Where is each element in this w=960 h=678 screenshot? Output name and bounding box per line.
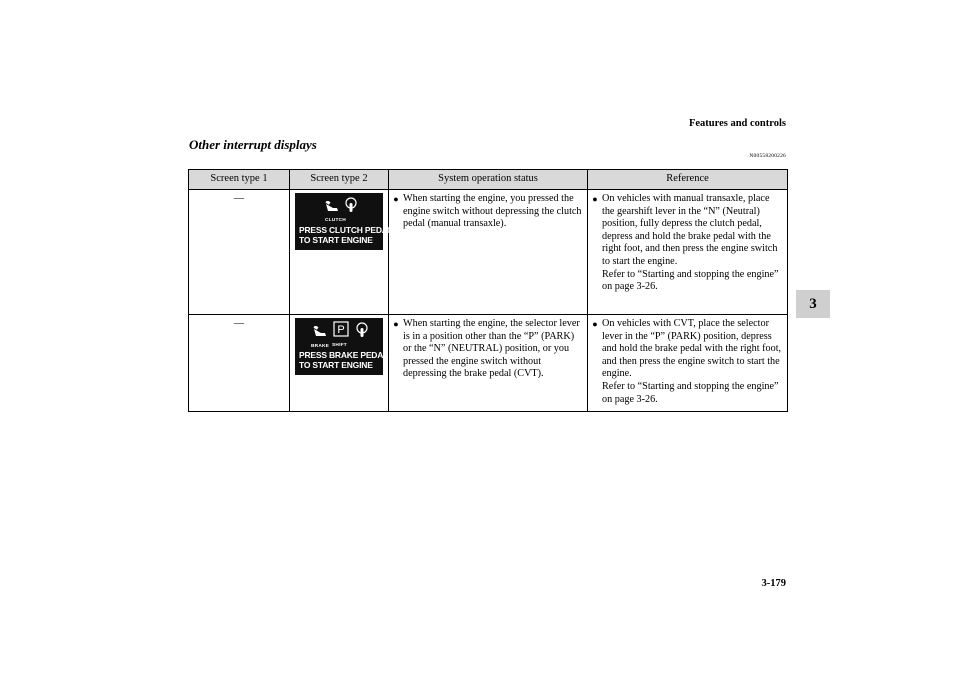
- display-clutch-warning: [295, 193, 393, 250]
- display-message: [299, 351, 388, 370]
- reference-instruction: On vehicles with CVT, place the selector lever in the “P” (PARK) position, depress and hold the brake pedal with the right foot, and then press the engine switch to start the engine.: [602, 318, 782, 380]
- bullet-icon: ●: [592, 194, 598, 204]
- display-line-2: TO START ENGINE: [299, 359, 373, 370]
- header-reference: Reference: [588, 170, 788, 190]
- reference-instruction: On vehicles with manual transaxle, place the gearshift lever in the “N” (Neutral) position, fully depress the clutch pedal, depress and hold the brake pedal with the right foot, and then press the engine switch to start the engine.: [602, 193, 778, 267]
- display-message: [299, 226, 393, 245]
- running-header: Features and controls: [688, 118, 786, 129]
- engine-switch-press-icon: [344, 197, 358, 213]
- reference-cell: [588, 315, 788, 412]
- table-row: [189, 190, 788, 315]
- brake-label: BRAKE: [311, 344, 330, 349]
- screen-type-1-cell: —: [189, 190, 290, 315]
- display-brake-warning: [295, 318, 389, 375]
- section-code: N00558200226: [749, 153, 786, 159]
- shift-label: SHIFT: [332, 343, 347, 348]
- display-line-1: PRESS CLUTCH PEDAL: [299, 225, 393, 235]
- reference-text: [602, 318, 787, 406]
- foot-pedal-icon: [325, 201, 339, 213]
- reference-link: Refer to “Starting and stopping the engine” on page 3-26.: [602, 380, 779, 405]
- interrupt-displays-table: [188, 169, 788, 412]
- bullet-icon: ●: [393, 194, 399, 204]
- reference-link: Refer to “Starting and stopping the engine” on page 3-26.: [602, 268, 779, 293]
- screen-type-2-cell: [290, 315, 389, 412]
- screen-type-2-cell: [290, 190, 393, 315]
- clutch-label: CLUTCH: [325, 218, 346, 223]
- chapter-tab: 3: [796, 290, 830, 318]
- system-operation-status-cell: [389, 315, 588, 412]
- gear-position-icon: [333, 321, 349, 337]
- page-number: 3-179: [761, 578, 786, 589]
- gear-letter: P: [337, 324, 345, 336]
- engine-switch-press-icon: [355, 322, 369, 338]
- display-line-1: PRESS BRAKE PEDAL: [299, 350, 389, 360]
- header-screen-type-2: Screen type 2: [290, 170, 389, 190]
- foot-pedal-icon: [313, 326, 327, 338]
- reference-text: [602, 193, 787, 294]
- display-line-2: TO START ENGINE: [299, 234, 373, 245]
- bullet-icon: ●: [592, 319, 598, 329]
- table-header-row: [189, 170, 788, 190]
- bullet-icon: ●: [393, 319, 399, 329]
- header-screen-type-1: Screen type 1: [189, 170, 290, 190]
- status-text: When starting the engine, you pressed the engine switch without depressing the clutch pedal (manual transaxle).: [403, 193, 582, 230]
- system-operation-status-cell: [389, 190, 588, 315]
- reference-cell: [588, 190, 788, 315]
- screen-type-1-cell: —: [189, 315, 290, 412]
- header-system-operation-status: System operation status: [389, 170, 588, 190]
- table-row: [189, 315, 788, 412]
- section-title: Other interrupt displays: [189, 137, 317, 152]
- status-text: When starting the engine, the selector lever is in a position other than the “P” (PARK) or the “N” (NEUTRAL) position, or you pressed the engine switch without depressing the brake pedal (CVT).: [403, 318, 580, 380]
